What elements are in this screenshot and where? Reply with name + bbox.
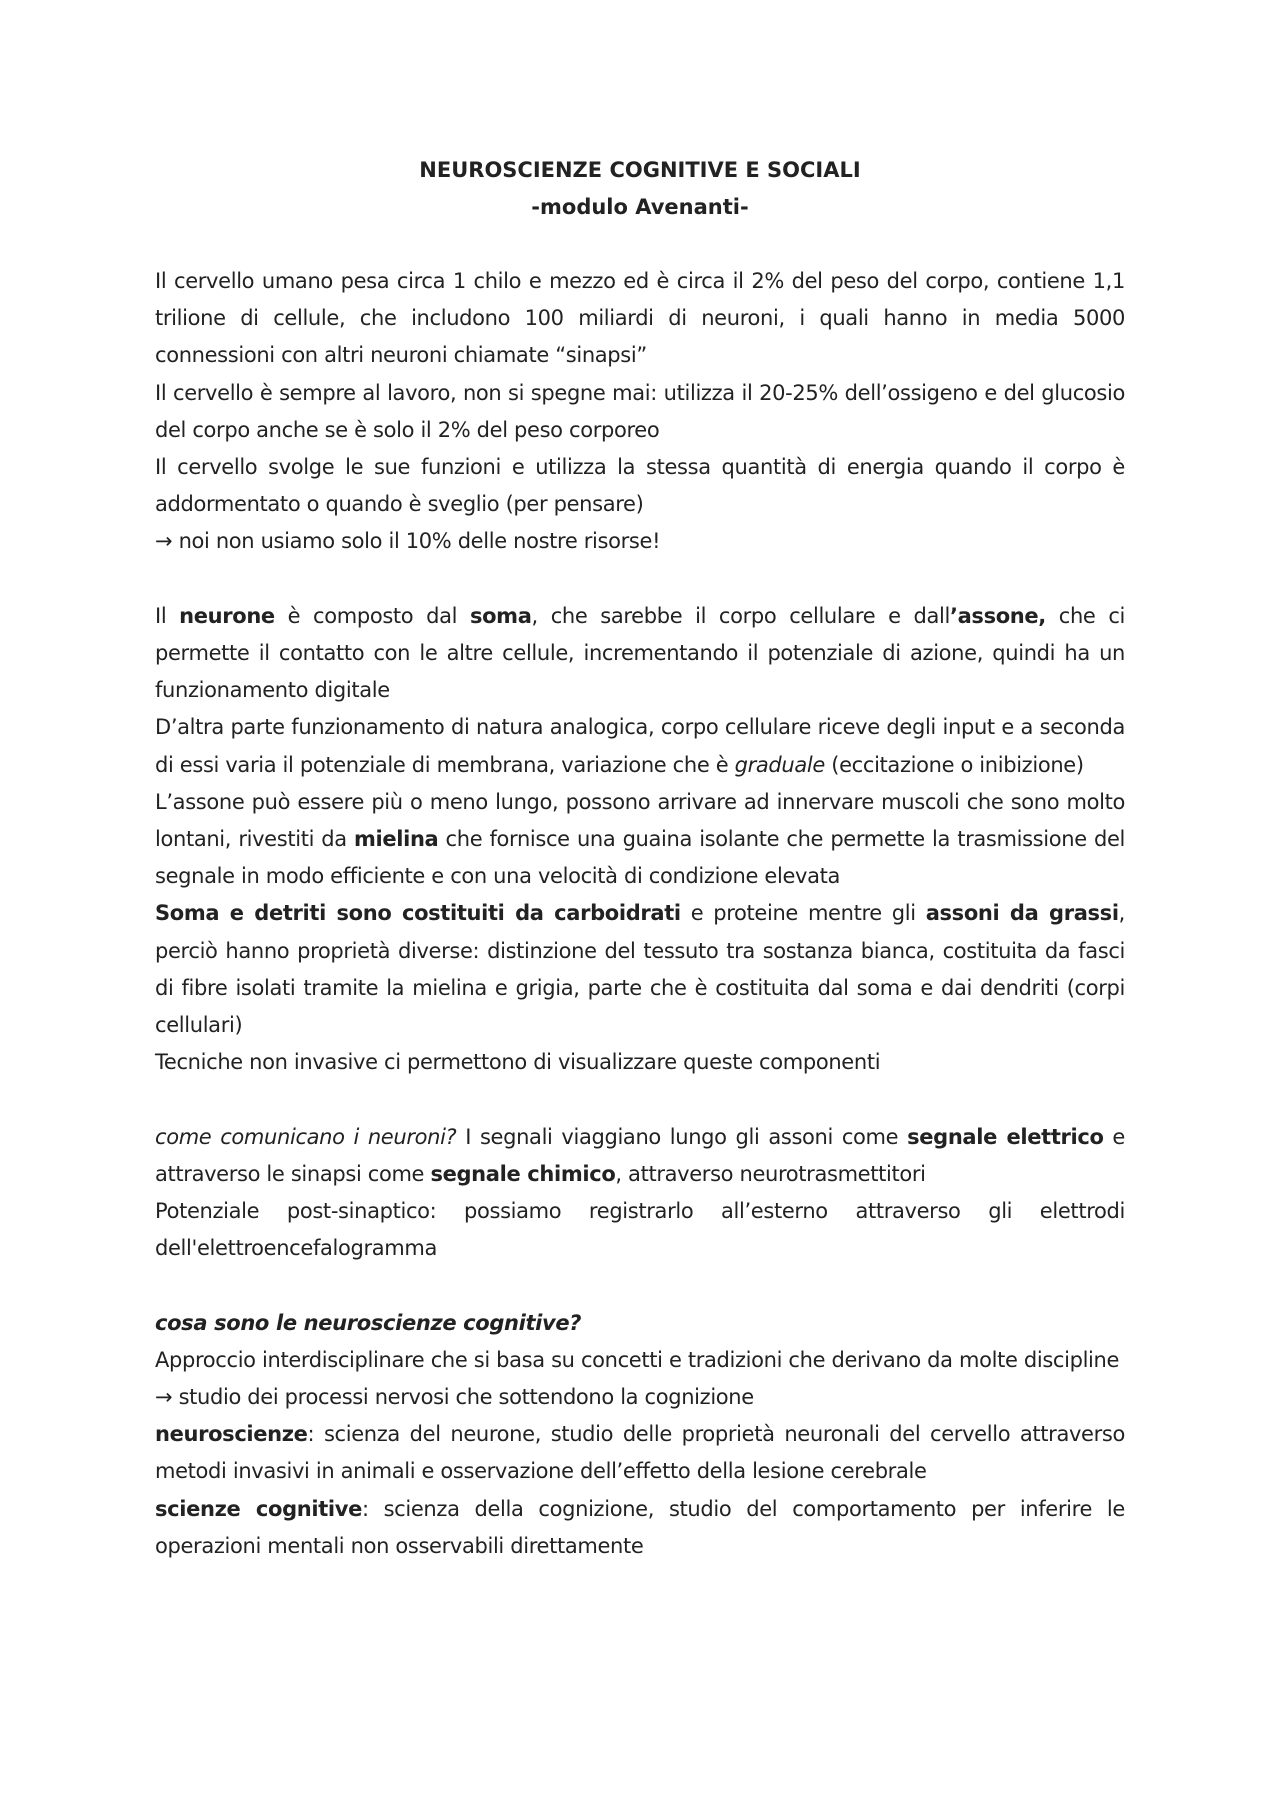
paragraph xyxy=(155,598,1125,710)
text-run: che ci permette il contatto con le altre cellule, incrementando il potenziale di azione, quindi ha un funzionamento digitale xyxy=(155,603,1125,703)
paragraph xyxy=(155,1044,1125,1081)
text-run: D’altra parte funzionamento di natura analogica, corpo cellulare riceve degli input e a seconda di essi varia il potenziale di membrana, variazione che è xyxy=(155,715,1125,777)
paragraph xyxy=(155,709,1125,783)
italic-text: graduale xyxy=(734,752,825,777)
paragraph xyxy=(155,1379,1125,1416)
bold-text: mielina xyxy=(353,827,439,852)
section-spacer xyxy=(155,561,1125,598)
bold-text: cosa sono le neuroscienze cognitive? xyxy=(155,1310,582,1335)
document-title: NEUROSCIENZE COGNITIVE E SOCIALI xyxy=(419,158,861,182)
document-section xyxy=(155,598,1125,1082)
paragraph xyxy=(155,1305,1125,1342)
bold-text: neuroscienze xyxy=(155,1422,308,1447)
text-run: → noi non usiamo solo il 10% delle nostre risorse! xyxy=(155,529,661,554)
text-run: , perciò hanno proprietà diverse: distinzione del tessuto tra sostanza bianca, costituita da fasci di fibre isolati tramite la mielina e grigia, parte che è costituita dal soma e dai dendriti (corpi cellulari) xyxy=(155,901,1125,1038)
paragraph xyxy=(155,1416,1125,1490)
text-run: I segnali viaggiano lungo gli assoni come xyxy=(456,1124,908,1149)
text-run: Tecniche non invasive ci permettono di visualizzare queste componenti xyxy=(155,1050,881,1075)
text-run: L’assone può essere più o meno lungo, possono arrivare ad innervare muscoli che sono molto lontani, rivestiti da xyxy=(155,789,1125,852)
text-run: Potenziale post-sinaptico: possiamo registrarlo all’esterno attraverso gli elettrodi dell'elettroencefalogramma xyxy=(155,1199,1125,1261)
paragraph xyxy=(155,375,1125,449)
text-run: , che sarebbe il corpo cellulare e dall xyxy=(531,603,950,628)
text-run: e attraverso le sinapsi come xyxy=(155,1124,1125,1186)
paragraph xyxy=(155,1119,1125,1193)
bold-text: assoni da grassi xyxy=(925,901,1119,926)
paragraph xyxy=(155,1193,1125,1267)
text-run: (eccitazione o inibizione) xyxy=(824,752,1084,777)
section-spacer xyxy=(155,1081,1125,1118)
paragraph xyxy=(155,449,1125,523)
text-run: Il cervello svolge le sue funzioni e utilizza la stessa quantità di energia quando il corpo è addormentato o quando è sveglio (per pensare) xyxy=(155,455,1125,517)
text-run: , attraverso neurotrasmettitori xyxy=(615,1161,926,1186)
bold-text: Soma e detriti sono costituiti da carboidrati xyxy=(155,901,681,926)
paragraph xyxy=(155,784,1125,896)
italic-text: come comunicano i neuroni? xyxy=(155,1124,457,1149)
text-run: è composto dal xyxy=(274,603,470,628)
text-run: → studio dei processi nervosi che sottendono la cognizione xyxy=(155,1385,754,1410)
document-section xyxy=(155,1305,1125,1565)
document-section xyxy=(155,263,1125,561)
document-section xyxy=(155,1119,1125,1268)
paragraph xyxy=(155,895,1125,1044)
text-run: che fornisce una guaina isolante che permette la trasmissione del segnale in modo efficiente e con una velocità di condizione elevata xyxy=(155,827,1125,889)
bold-text: ’assone, xyxy=(949,603,1046,628)
paragraph xyxy=(155,263,1125,375)
bold-text: scienze cognitive xyxy=(155,1496,362,1521)
paragraph xyxy=(155,1491,1125,1565)
text-run: : scienza della cognizione, studio del comportamento per inferire le operazioni mentali non osservabili direttamente xyxy=(155,1496,1125,1558)
section-spacer xyxy=(155,1267,1125,1304)
document-subtitle: -modulo Avenanti- xyxy=(531,195,749,219)
paragraph xyxy=(155,1342,1125,1379)
document-body xyxy=(155,263,1125,1565)
text-run: Il cervello umano pesa circa 1 chilo e mezzo ed è circa il 2% del peso del corpo, contiene 1,1 trilione di cellule, che includono 100 miliardi di neuroni, i quali hanno in media 5000 connessioni con altri neuroni chiamate “sinapsi” xyxy=(155,269,1125,368)
bold-text: segnale chimico xyxy=(430,1161,616,1186)
paragraph xyxy=(155,523,1125,560)
document-page xyxy=(155,152,1125,1565)
text-run: e proteine mentre gli xyxy=(680,901,926,926)
text-run: : scienza del neurone, studio delle proprietà neuronali del cervello attraverso metodi invasivi in animali e osservazione dell’effetto della lesione cerebrale xyxy=(155,1422,1125,1484)
bold-text: segnale elettrico xyxy=(907,1124,1104,1149)
text-run: Il cervello è sempre al lavoro, non si spegne mai: utilizza il 20-25% dell’ossigeno e del glucosio del corpo anche se è solo il 2% del peso corporeo xyxy=(155,380,1125,442)
bold-text: neurone xyxy=(179,603,275,628)
bold-text: soma xyxy=(469,603,532,628)
text-run: Approccio interdisciplinare che si basa su concetti e tradizioni che derivano da molte discipline xyxy=(155,1347,1120,1372)
text-run: Il xyxy=(155,603,180,628)
